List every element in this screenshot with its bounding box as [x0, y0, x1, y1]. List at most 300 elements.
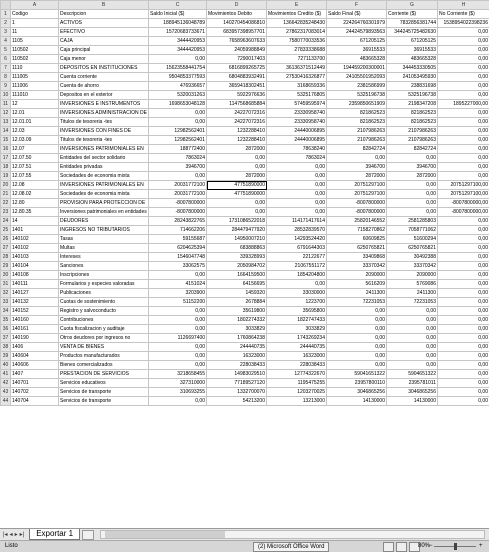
cell-e[interactable]: 24440006895	[267, 127, 327, 136]
row-header[interactable]: 22	[1, 199, 11, 208]
cell-c[interactable]: Saldo Inicial ($)	[149, 10, 207, 19]
cell-a[interactable]: 1406	[11, 343, 59, 352]
row-header[interactable]: 24	[1, 217, 11, 226]
cell-h[interactable]: 1538954022398236	[438, 19, 489, 28]
cell-b[interactable]: Descripcion	[59, 10, 149, 19]
cell-b[interactable]: CAJA	[59, 37, 149, 46]
cell-c[interactable]: 0,00	[149, 307, 207, 316]
cell-h[interactable]: 0,00	[438, 163, 489, 172]
row-header[interactable]: 38	[1, 343, 11, 352]
cell-a[interactable]: 140161	[11, 325, 59, 334]
row-header[interactable]: 15	[1, 136, 11, 145]
cell-g[interactable]: 6250765821	[387, 244, 438, 253]
cell-f[interactable]: 33409868	[327, 253, 387, 262]
row-header[interactable]: 9	[1, 82, 11, 91]
cell-f[interactable]: 2107986263	[327, 127, 387, 136]
cell-c[interactable]: 1698653048128	[149, 100, 207, 109]
cell-a[interactable]: 12.08	[11, 181, 59, 190]
cell-g[interactable]: 2872000	[387, 172, 438, 181]
cell-h[interactable]: 0,00	[438, 145, 489, 154]
cell-a[interactable]: 140152	[11, 307, 59, 316]
cell-e[interactable]: 0,00	[267, 181, 327, 190]
cell-g[interactable]: Corriente ($)	[387, 10, 438, 19]
cell-b[interactable]: Cuenta de ahorro	[59, 82, 149, 91]
cell-e[interactable]: 7580770033536	[267, 37, 327, 46]
row-header[interactable]: 8	[1, 73, 11, 82]
cell-h[interactable]: 0,00	[438, 235, 489, 244]
cell-c[interactable]: 0,00	[149, 397, 207, 406]
cell-e[interactable]: 12774322670	[267, 370, 327, 379]
cell-f[interactable]: 2411300	[327, 289, 387, 298]
cell-d[interactable]: 683957398957701	[207, 28, 267, 37]
cell-a[interactable]: 12.03	[11, 127, 59, 136]
cell-a[interactable]: 140111	[11, 280, 59, 289]
cell-f[interactable]: 821862523	[327, 109, 387, 118]
cell-e[interactable]: 27833338688	[267, 46, 327, 55]
cell-b[interactable]: Servicios de transporte	[59, 388, 149, 397]
cell-a[interactable]: 140190	[11, 334, 59, 343]
cell-c[interactable]: -8007800000	[149, 208, 207, 217]
cell-d[interactable]: 228038433	[207, 361, 267, 370]
cell-b[interactable]: INGRESOS NO TRIBUTARIOS	[59, 226, 149, 235]
cell-b[interactable]: Caja menor	[59, 55, 149, 64]
cell-a[interactable]: 140606	[11, 361, 59, 370]
cell-g[interactable]: 241053495930	[387, 73, 438, 82]
cell-d[interactable]: 1232288410	[207, 136, 267, 145]
cell-d[interactable]: 35619800	[207, 307, 267, 316]
row-header[interactable]: 35	[1, 316, 11, 325]
cell-f[interactable]: 821862523	[327, 118, 387, 127]
cell-h[interactable]: 0,00	[438, 217, 489, 226]
cell-b[interactable]: Otros deudores por ingresos no	[59, 334, 149, 343]
cell-f[interactable]: Saldo Final ($)	[327, 10, 387, 19]
cell-c[interactable]: 188945136048789	[149, 19, 207, 28]
cell-h[interactable]: 0,00	[438, 370, 489, 379]
cell-d[interactable]: 3033829	[207, 325, 267, 334]
cell-e[interactable]: 1203270025	[267, 388, 327, 397]
row-header[interactable]: 19	[1, 172, 11, 181]
cell-a[interactable]: 14	[11, 217, 59, 226]
cell-a[interactable]: 12.01.01	[11, 118, 59, 127]
column-header-a[interactable]: A	[11, 1, 59, 10]
cell-f[interactable]: 0,00	[327, 325, 387, 334]
cell-e[interactable]: 3168659336	[267, 82, 327, 91]
cell-c[interactable]: 15720683733671	[149, 28, 207, 37]
cell-c[interactable]: 3946700	[149, 163, 207, 172]
cell-f[interactable]: 25820146552	[327, 217, 387, 226]
cell-d[interactable]: 2872000	[207, 172, 267, 181]
cell-d[interactable]: 2678884	[207, 298, 267, 307]
cell-f[interactable]: 224264760301979	[327, 19, 387, 28]
cell-e[interactable]: 0,00	[267, 199, 327, 208]
cell-b[interactable]: Servicios educativos	[59, 379, 149, 388]
cell-g[interactable]: 483665328	[387, 55, 438, 64]
cell-h[interactable]: 0,00	[438, 334, 489, 343]
row-header[interactable]: 11	[1, 100, 11, 109]
cell-a[interactable]: 1105	[11, 37, 59, 46]
cell-e[interactable]: 1223700	[267, 298, 327, 307]
cell-c[interactable]: 0,00	[149, 343, 207, 352]
cell-h[interactable]: -8007800000,00	[438, 199, 489, 208]
column-header-e[interactable]: E	[267, 1, 327, 10]
cell-b[interactable]: INVERSIONES CON FINES DE	[59, 127, 149, 136]
cell-g[interactable]: 0,00	[387, 190, 438, 199]
cell-b[interactable]: Contribuciones	[59, 316, 149, 325]
row-header[interactable]: 36	[1, 325, 11, 334]
cell-h[interactable]: -8007800000,00	[438, 208, 489, 217]
cell-g[interactable]: 82842724	[387, 145, 438, 154]
cell-g[interactable]: 344453330505	[387, 64, 438, 73]
cell-d[interactable]: 14950007210	[207, 235, 267, 244]
cell-f[interactable]: 5325196738	[327, 91, 387, 100]
cell-f[interactable]: 0,00	[327, 154, 387, 163]
cell-e[interactable]: 27862317083014	[267, 28, 327, 37]
cell-b[interactable]: Formularios y especies valoradas	[59, 280, 149, 289]
cell-h[interactable]: 0,00	[438, 73, 489, 82]
cell-d[interactable]: 16323000	[207, 352, 267, 361]
cell-g[interactable]: 0,00	[387, 325, 438, 334]
cell-d[interactable]: 244440735	[207, 343, 267, 352]
cell-c[interactable]: 0,00	[149, 271, 207, 280]
cell-b[interactable]: Multas	[59, 244, 149, 253]
cell-f[interactable]: 7158270862	[327, 226, 387, 235]
cell-d[interactable]: 24227072316	[207, 109, 267, 118]
cell-f[interactable]: 2359850651909	[327, 100, 387, 109]
cell-f[interactable]: -8007800000	[327, 208, 387, 217]
cell-d[interactable]: 140270454086810	[207, 19, 267, 28]
cell-c[interactable]: -8007800000	[149, 199, 207, 208]
cell-f[interactable]: 483665328	[327, 55, 387, 64]
row-header[interactable]: 33	[1, 298, 11, 307]
cell-h[interactable]: 0,00	[438, 280, 489, 289]
cell-g[interactable]: 344245725482630	[387, 28, 438, 37]
cell-g[interactable]: 2107986263	[387, 136, 438, 145]
cell-e[interactable]: 1822747433	[267, 316, 327, 325]
row-header[interactable]: 4	[1, 37, 11, 46]
cell-h[interactable]: 0,00	[438, 262, 489, 271]
cell-a[interactable]: Codigo	[11, 10, 59, 19]
cell-a[interactable]: 140132	[11, 298, 59, 307]
cell-b[interactable]: Entidades privadas	[59, 163, 149, 172]
zoom-slider-knob[interactable]	[454, 543, 457, 550]
cell-h[interactable]: 0,00	[438, 154, 489, 163]
row-header[interactable]: 3	[1, 28, 11, 37]
row-header[interactable]: 27	[1, 244, 11, 253]
cell-g[interactable]: 33370342	[387, 262, 438, 271]
cell-e[interactable]: 1854204800	[267, 271, 327, 280]
cell-b[interactable]: Sociedades de economia mixta	[59, 190, 149, 199]
cell-e[interactable]: 28532839570	[267, 226, 327, 235]
cell-b[interactable]: INVERSIONES ADMINISTRACION DE	[59, 109, 149, 118]
cell-e[interactable]: 23330958740	[267, 109, 327, 118]
row-header[interactable]: 28	[1, 253, 11, 262]
cell-c[interactable]: 20031772100	[149, 181, 207, 190]
cell-e[interactable]: 3033829	[267, 325, 327, 334]
cell-e[interactable]: 0,00	[267, 190, 327, 199]
cell-f[interactable]: 14130000	[327, 397, 387, 406]
cell-b[interactable]: DEPOSITOS EN INSTITUCIONES	[59, 64, 149, 73]
cell-f[interactable]: 3046865256	[327, 388, 387, 397]
cell-b[interactable]: INVERSIONES PATRIMONIALES EN	[59, 181, 149, 190]
cell-h[interactable]: 0,00	[438, 253, 489, 262]
cell-e[interactable]: Movimientos Credito ($)	[267, 10, 327, 19]
cell-c[interactable]: 0,00	[149, 172, 207, 181]
cell-b[interactable]: EFECTIVO	[59, 28, 149, 37]
cell-d[interactable]: 1760864238	[207, 334, 267, 343]
cell-c[interactable]: 12982562401	[149, 127, 207, 136]
cell-a[interactable]: 12.80	[11, 199, 59, 208]
cell-g[interactable]: 0,00	[387, 199, 438, 208]
cell-a[interactable]: 140604	[11, 352, 59, 361]
cell-a[interactable]: 111010	[11, 91, 59, 100]
cell-d[interactable]: 0,00	[207, 163, 267, 172]
cell-f[interactable]: 36915533	[327, 46, 387, 55]
cell-h[interactable]: 20751297100,00	[438, 190, 489, 199]
cell-e[interactable]: 0,00	[267, 163, 327, 172]
insert-sheet-button[interactable]	[82, 530, 94, 540]
cell-a[interactable]: 140108	[11, 271, 59, 280]
cell-g[interactable]: 0,00	[387, 343, 438, 352]
cell-f[interactable]: 60609825	[327, 235, 387, 244]
row-header[interactable]: 32	[1, 289, 11, 298]
cell-f[interactable]: 0,00	[327, 316, 387, 325]
cell-g[interactable]: 0,00	[387, 361, 438, 370]
cell-a[interactable]: 12.07.51	[11, 163, 59, 172]
row-header[interactable]: 29	[1, 262, 11, 271]
cell-h[interactable]: 0,00	[438, 307, 489, 316]
cell-c[interactable]: 6204625394	[149, 244, 207, 253]
row-header[interactable]: 20	[1, 181, 11, 190]
cell-g[interactable]: 7832856381744	[387, 19, 438, 28]
cell-d[interactable]: 0,00	[207, 199, 267, 208]
cell-d[interactable]: 1147568685884	[207, 100, 267, 109]
cell-h[interactable]: No Corriente ($)	[438, 10, 489, 19]
row-header[interactable]: 5	[1, 46, 11, 55]
cell-g[interactable]: 30492388	[387, 253, 438, 262]
cell-g[interactable]: 2581285803	[387, 217, 438, 226]
cell-h[interactable]: 0,00	[438, 46, 489, 55]
cell-c[interactable]: 59155687	[149, 235, 207, 244]
cell-h[interactable]: 0,00	[438, 361, 489, 370]
cell-g[interactable]: 7058771062	[387, 226, 438, 235]
cell-h[interactable]: 0,00	[438, 325, 489, 334]
row-header[interactable]: 7	[1, 64, 11, 73]
cell-e[interactable]: 7271133700	[267, 55, 327, 64]
select-all-corner[interactable]	[1, 1, 11, 10]
cell-g[interactable]: 72231053	[387, 298, 438, 307]
cell-c[interactable]: 3444420953	[149, 46, 207, 55]
cell-g[interactable]: 0,00	[387, 307, 438, 316]
cell-a[interactable]: 140102	[11, 235, 59, 244]
column-header-g[interactable]: G	[387, 1, 438, 10]
cell-b[interactable]: Intereses	[59, 253, 149, 262]
cell-d[interactable]: 64156695	[207, 280, 267, 289]
cell-c[interactable]: 188772400	[149, 145, 207, 154]
row-header[interactable]: 40	[1, 361, 11, 370]
cell-b[interactable]: PRESTACION DE SERVICIOS	[59, 370, 149, 379]
cell-b[interactable]: INVERSIONES PATRIMONIALES EN	[59, 145, 149, 154]
cell-b[interactable]: INVERSIONES E INSTRUMENTOS	[59, 100, 149, 109]
cell-a[interactable]: 1	[11, 19, 59, 28]
cell-c[interactable]: 33062575	[149, 262, 207, 271]
cell-d[interactable]: 47751890000	[207, 190, 267, 199]
row-header[interactable]: 37	[1, 334, 11, 343]
cell-a[interactable]: 110502	[11, 55, 59, 64]
last-sheet-button[interactable]: ▸|	[19, 530, 26, 540]
cell-e[interactable]: 22122677	[267, 253, 327, 262]
zoom-out-button[interactable]: −	[429, 541, 433, 552]
cell-a[interactable]: 12.07.55	[11, 172, 59, 181]
cell-h[interactable]: 0,00	[438, 343, 489, 352]
cell-g[interactable]: 0,00	[387, 181, 438, 190]
cell-e[interactable]: 0,00	[267, 172, 327, 181]
cell-g[interactable]: 2411300	[387, 289, 438, 298]
cell-a[interactable]: 11	[11, 28, 59, 37]
cell-c[interactable]: 0,00	[149, 352, 207, 361]
zoom-slider[interactable]	[434, 546, 476, 547]
row-header[interactable]: 43	[1, 388, 11, 397]
cell-d[interactable]: 0,00	[207, 154, 267, 163]
cell-b[interactable]: Cuotas de sostenimiento	[59, 298, 149, 307]
cell-h[interactable]: 0,00	[438, 118, 489, 127]
cell-e[interactable]: 7863024	[267, 154, 327, 163]
cell-e[interactable]: 23330958740	[267, 118, 327, 127]
cell-b[interactable]: Inscripciones	[59, 271, 149, 280]
cell-c[interactable]: 327310000	[149, 379, 207, 388]
cell-h[interactable]: 0,00	[438, 91, 489, 100]
cell-d[interactable]: 24227072316	[207, 118, 267, 127]
cell-a[interactable]: 12.80.35	[11, 208, 59, 217]
cell-d[interactable]: 3659418302451	[207, 82, 267, 91]
cell-f[interactable]: 0,00	[327, 334, 387, 343]
cell-c[interactable]: 0,00	[149, 55, 207, 64]
cell-g[interactable]: 3946700	[387, 163, 438, 172]
cell-h[interactable]: 0,00	[438, 397, 489, 406]
cell-f[interactable]: 5616209	[327, 280, 387, 289]
cell-c[interactable]: 0,00	[149, 118, 207, 127]
cell-c[interactable]: 0,00	[149, 325, 207, 334]
cell-d[interactable]: 6816899265725	[207, 64, 267, 73]
cell-c[interactable]: 15623558441754	[149, 64, 207, 73]
sheet-tab-exportar[interactable]: Exportar 1	[29, 529, 80, 540]
cell-d[interactable]: 339328993	[207, 253, 267, 262]
cell-g[interactable]: 3046865256	[387, 388, 438, 397]
cell-e[interactable]: 13213000	[267, 397, 327, 406]
cell-e[interactable]: 78638240	[267, 145, 327, 154]
cell-d[interactable]: 47751890000	[207, 181, 267, 190]
column-header-f[interactable]: F	[327, 1, 387, 10]
cell-a[interactable]: 12.07.50	[11, 154, 59, 163]
cell-d[interactable]: 1802274332	[207, 316, 267, 325]
cell-b[interactable]: DEUDORES	[59, 217, 149, 226]
cell-f[interactable]: 2381586999	[327, 82, 387, 91]
cell-c[interactable]: 0,00	[149, 109, 207, 118]
cell-a[interactable]: 1407	[11, 370, 59, 379]
cell-g[interactable]: 36915533	[387, 46, 438, 55]
row-header[interactable]: 14	[1, 127, 11, 136]
cell-g[interactable]: 2395781011	[387, 379, 438, 388]
taskbar-word-button[interactable]: (2) Microsoft Office Word	[253, 542, 329, 552]
cell-c[interactable]: 7863024	[149, 154, 207, 163]
cell-c[interactable]: 3444420953	[149, 37, 207, 46]
cell-g[interactable]: 5325196738	[387, 91, 438, 100]
cell-a[interactable]: 140103	[11, 253, 59, 262]
row-header[interactable]: 30	[1, 271, 11, 280]
row-header[interactable]: 12	[1, 109, 11, 118]
cell-b[interactable]: Sanciones	[59, 262, 149, 271]
cell-b[interactable]: Servicios de transporte	[59, 397, 149, 406]
cell-c[interactable]: 310693255	[149, 388, 207, 397]
cell-h[interactable]: 20751297100,00	[438, 181, 489, 190]
cell-a[interactable]: 140704	[11, 397, 59, 406]
prev-sheet-button[interactable]: ◂	[9, 530, 14, 540]
cell-g[interactable]: 0,00	[387, 208, 438, 217]
cell-e[interactable]: 114171417614	[267, 217, 327, 226]
cell-d[interactable]: 2872000	[207, 145, 267, 154]
row-header[interactable]: 17	[1, 154, 11, 163]
cell-g[interactable]: 5769086	[387, 280, 438, 289]
cell-a[interactable]: 140104	[11, 262, 59, 271]
cell-a[interactable]: 1401	[11, 226, 59, 235]
cell-e[interactable]: 136642835248430	[267, 19, 327, 28]
cell-c[interactable]: 3218658455	[149, 370, 207, 379]
cell-d[interactable]: 77189527120	[207, 379, 267, 388]
cell-a[interactable]: 12.01	[11, 109, 59, 118]
cell-d[interactable]: 6804883932491	[207, 73, 267, 82]
cell-c[interactable]: 5320031263	[149, 91, 207, 100]
cell-a[interactable]: 140701	[11, 379, 59, 388]
cell-c[interactable]: 12982562401	[149, 136, 207, 145]
cell-h[interactable]: 0,00	[438, 298, 489, 307]
cell-d[interactable]: Movimientos Debito	[207, 10, 267, 19]
cell-c[interactable]: 28243822765	[149, 217, 207, 226]
cell-a[interactable]: 12.03.09	[11, 136, 59, 145]
cell-e[interactable]: 33030000	[267, 289, 327, 298]
cell-g[interactable]: 2107986263	[387, 127, 438, 136]
row-header[interactable]: 34	[1, 307, 11, 316]
cell-g[interactable]: 5904651322	[387, 370, 438, 379]
cell-f[interactable]: 24105501952093	[327, 73, 387, 82]
cell-c[interactable]: 714662206	[149, 226, 207, 235]
cell-g[interactable]: 0,00	[387, 154, 438, 163]
cell-a[interactable]: 140702	[11, 388, 59, 397]
row-header[interactable]: 1	[1, 10, 11, 19]
cell-g[interactable]: 2090000	[387, 271, 438, 280]
column-header-d[interactable]: D	[207, 1, 267, 10]
row-header[interactable]: 31	[1, 280, 11, 289]
cell-f[interactable]: 6250765821	[327, 244, 387, 253]
cell-d[interactable]: 2050984702	[207, 262, 267, 271]
cell-e[interactable]: 1195475255	[267, 379, 327, 388]
cell-c[interactable]: 3203900	[149, 289, 207, 298]
cell-c[interactable]: 0,00	[149, 316, 207, 325]
cell-b[interactable]: Productos manufacturados	[59, 352, 149, 361]
cell-h[interactable]: 0,00	[438, 271, 489, 280]
cell-f[interactable]: 33370342	[327, 262, 387, 271]
row-header[interactable]: 10	[1, 91, 11, 100]
cell-f[interactable]: 23957800110	[327, 379, 387, 388]
cell-d[interactable]: 1731086522018	[207, 217, 267, 226]
cell-a[interactable]: 1110	[11, 64, 59, 73]
cell-b[interactable]: Entidades del sector solidario	[59, 154, 149, 163]
cell-g[interactable]: 51600294	[387, 235, 438, 244]
cell-h[interactable]: 0,00	[438, 28, 489, 37]
cell-f[interactable]: 59041651322	[327, 370, 387, 379]
cell-g[interactable]: 238831698	[387, 82, 438, 91]
cell-g[interactable]: 0,00	[387, 334, 438, 343]
cell-b[interactable]: Caja principal	[59, 46, 149, 55]
cell-e[interactable]: 24440006895	[267, 136, 327, 145]
